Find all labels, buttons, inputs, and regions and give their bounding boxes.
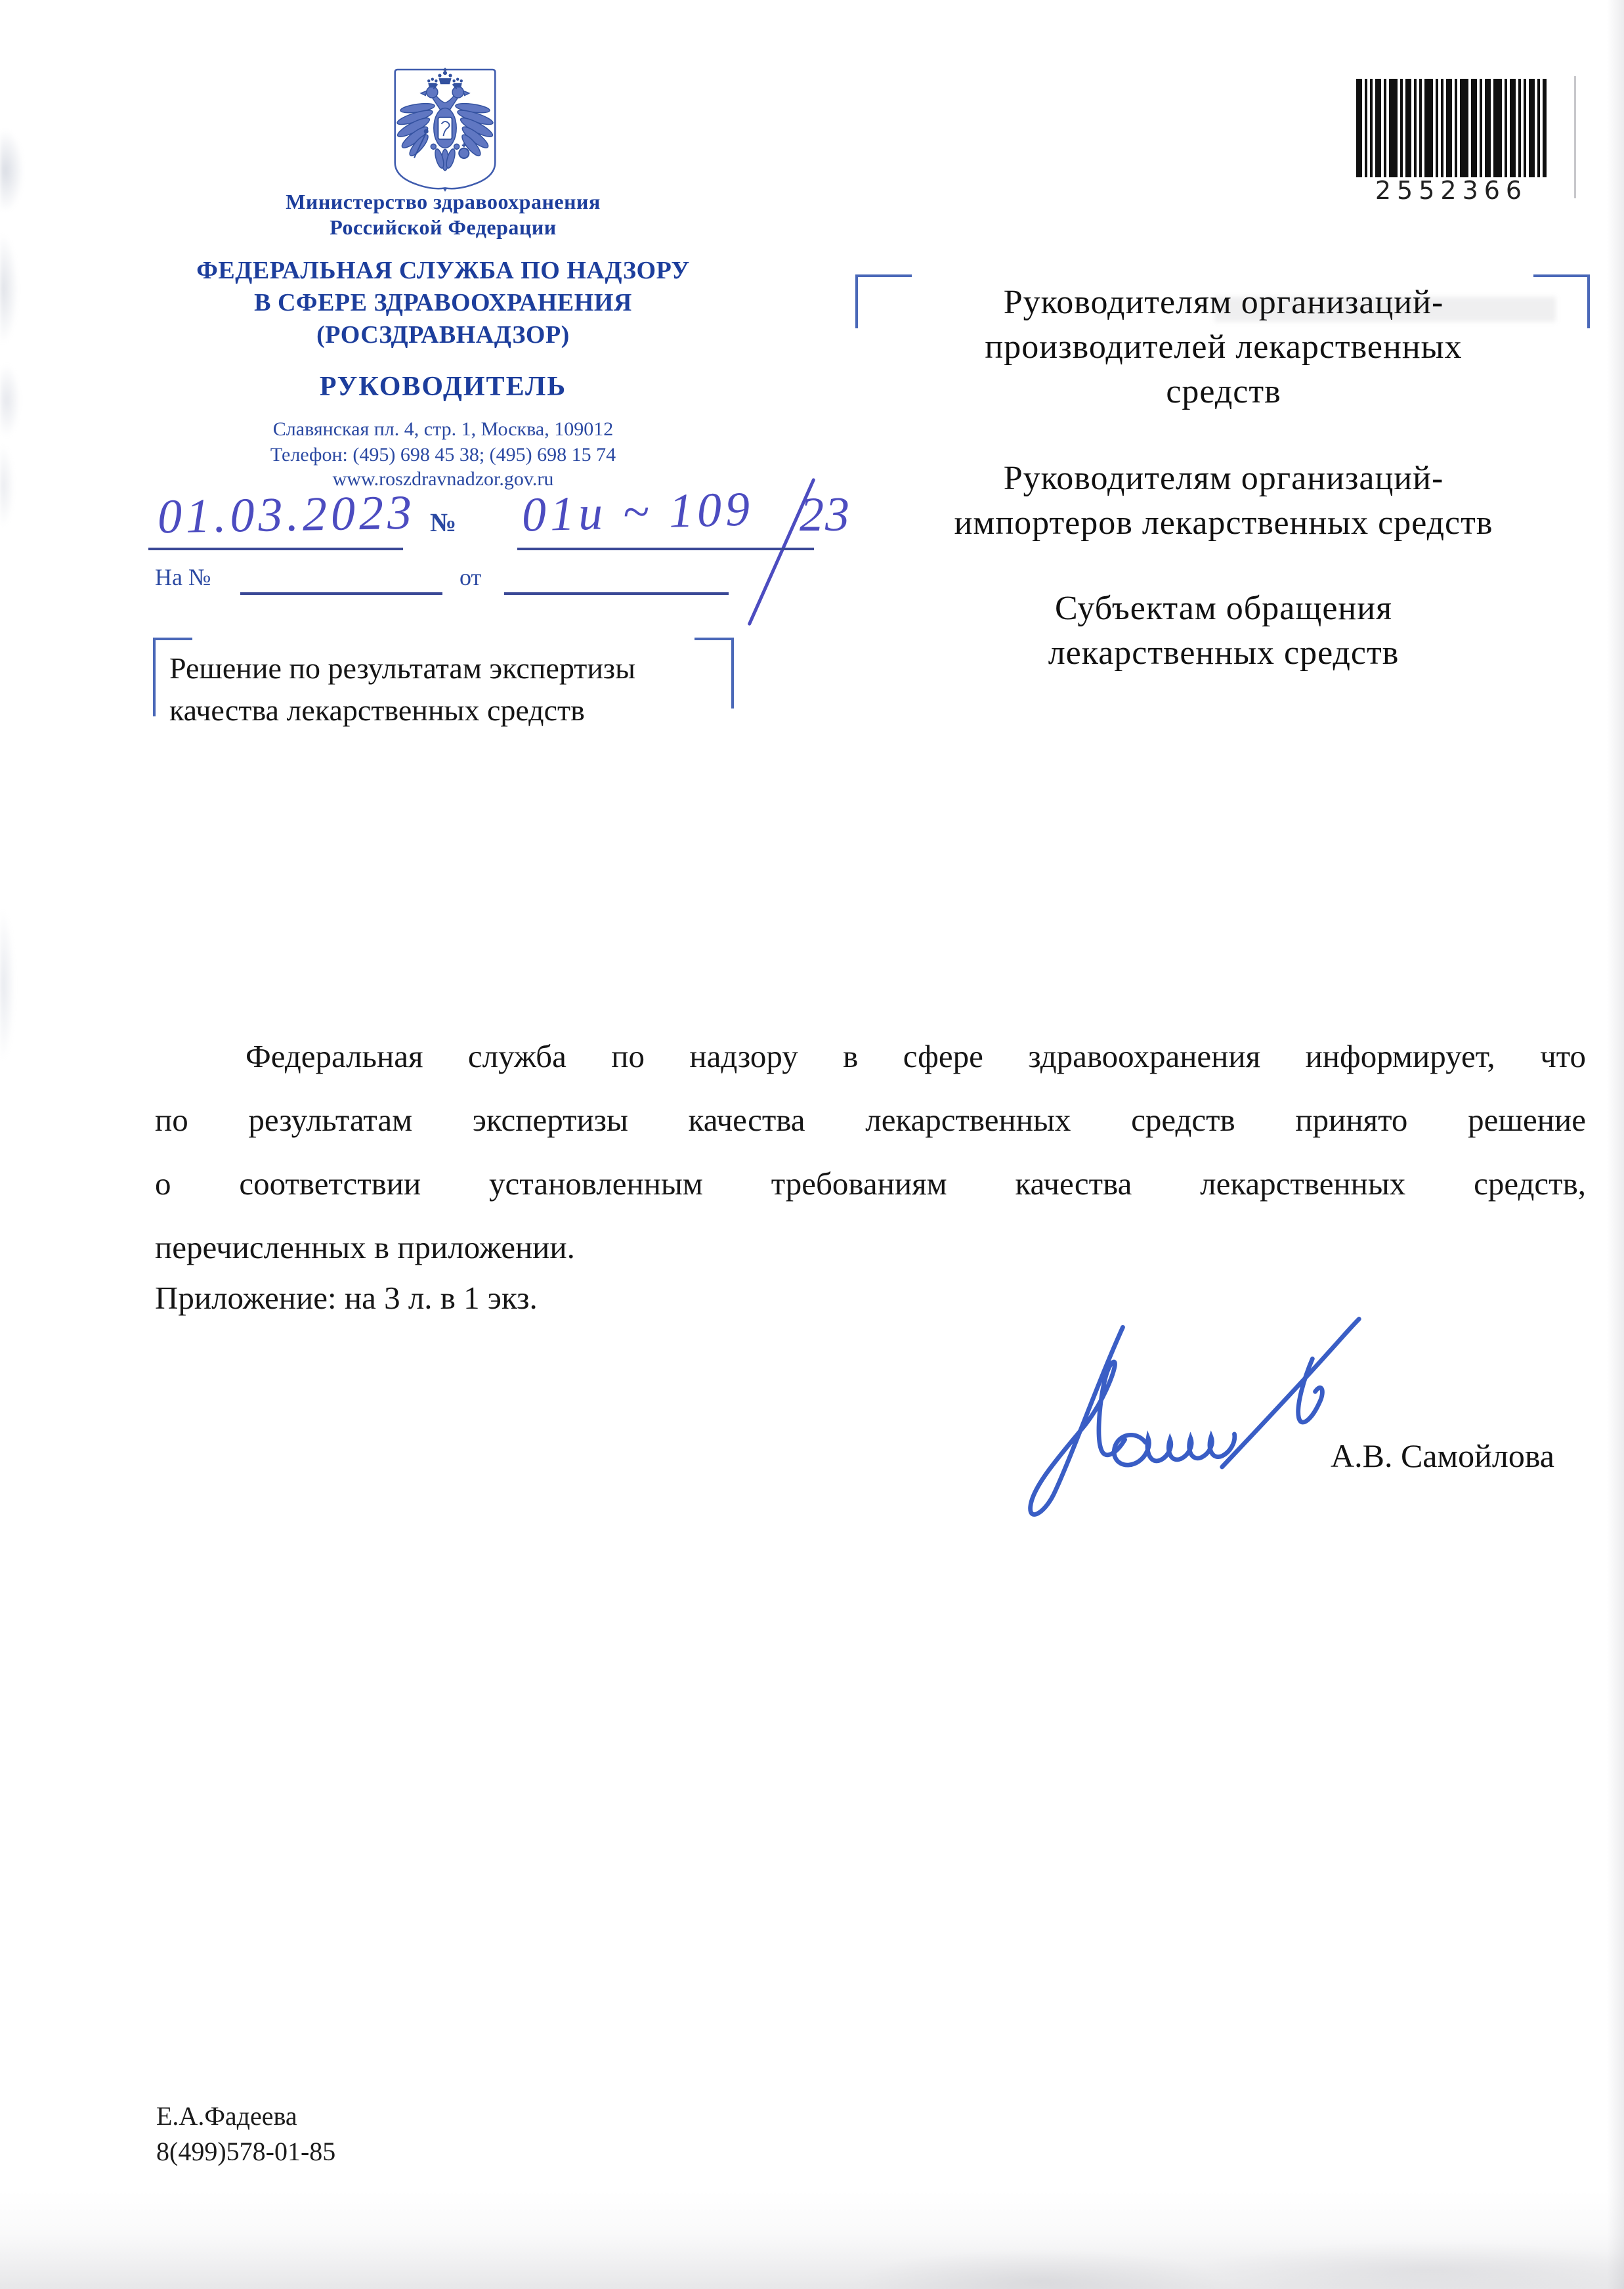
body-line-1: Федеральная служба по надзору в сфере здравоохранения информирует, что: [246, 1038, 1586, 1074]
position-title: РУКОВОДИТЕЛЬ: [319, 372, 567, 402]
recipient-subjects: [859, 586, 1589, 676]
recipient-line: Руководителям организаций-: [1003, 284, 1444, 321]
scan-line-artifact: [1574, 76, 1576, 198]
barcode: [1356, 79, 1547, 177]
body-line-3: о соответствии установленным требованиям качества лекарственных средств,: [155, 1166, 1586, 1202]
address-line: Славянская пл. 4, стр. 1, Москва, 109012: [272, 418, 614, 440]
scan-shadow-bottom: [0, 2191, 1624, 2289]
signer-name: А.В. Самойлова: [1331, 1437, 1554, 1474]
scan-smudge-left-2: [0, 821, 24, 1149]
barcode-number: 2552366: [1375, 176, 1528, 205]
subject-line2: качества лекарственных средств: [169, 693, 585, 727]
handwritten-number: 01и ~ 109: [521, 482, 755, 542]
ref-date-underline: [504, 592, 729, 595]
recipient-line: Руководителям организаций-: [1003, 460, 1444, 497]
service-name-line2: В СФЕРЕ ЗДРАВООХРАНЕНИЯ: [254, 289, 632, 316]
executor-phone: 8(499)578-01-85: [156, 2137, 336, 2166]
handwritten-number-suffix: 23: [800, 488, 851, 542]
subject-corner-bracket-right: [694, 638, 734, 708]
subject-line1: Решение по результатам экспертизы: [169, 651, 636, 685]
scan-smudge-left: [0, 92, 35, 525]
recipient-line: средств: [1166, 373, 1281, 410]
phone-line: Телефон: (495) 698 45 38; (495) 698 15 74: [270, 444, 616, 466]
attachment-note: Приложение: на 3 л. в 1 экз.: [155, 1280, 538, 1316]
website-line: www.roszdravnadzor.gov.ru: [332, 468, 554, 490]
handwritten-date: 01.03.2023: [157, 485, 416, 544]
recipient-line: Субъектам обращения: [1055, 590, 1392, 627]
scan-shadow-right: [1607, 0, 1624, 2289]
recipient-producers: [859, 280, 1589, 414]
recipient-line: лекарственных средств: [1048, 634, 1400, 672]
recipient-importers: [859, 456, 1589, 546]
service-name-line1: ФЕДЕРАЛЬНАЯ СЛУЖБА ПО НАДЗОРУ: [196, 257, 690, 284]
ref-number-underline: [240, 592, 442, 595]
body-line-2: по результатам экспертизы качества лекарственных средств принято решение: [155, 1102, 1586, 1138]
body-line-4: перечисленных в приложении.: [155, 1229, 575, 1265]
ministry-name-line1: Министерство здравоохранения: [286, 190, 601, 213]
ref-na-label: На №: [155, 564, 211, 590]
executor-name: Е.А.Фадеева: [156, 2101, 297, 2131]
ref-ot-label: от: [459, 564, 482, 590]
coat-of-arms-russia-icon: [391, 67, 500, 193]
number-underline: [517, 548, 814, 550]
service-name-line3: (РОСЗДРАВНАДЗОР): [316, 321, 570, 349]
recipient-line: импортеров лекарственных средств: [954, 504, 1493, 542]
number-sign: №: [430, 508, 457, 537]
recipient-line: производителей лекарственных: [985, 328, 1463, 366]
ministry-name-line2: Российской Федерации: [330, 215, 557, 239]
date-underline: [148, 548, 403, 550]
handwritten-signature: [1003, 1308, 1386, 1527]
